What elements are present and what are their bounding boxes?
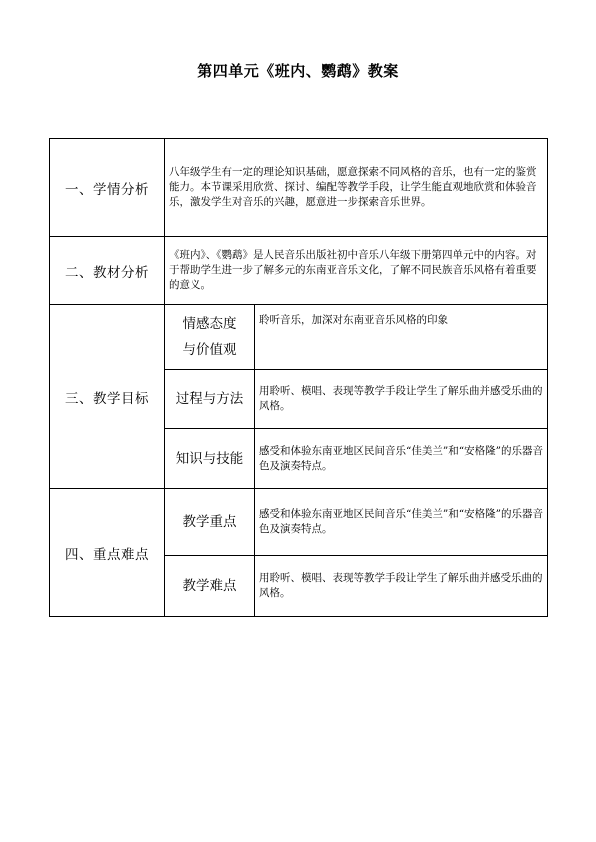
goal-label-line: 与价值观 — [182, 342, 237, 358]
difficult-point-label: 教学难点 — [165, 556, 255, 617]
key-point-label: 教学重点 — [165, 489, 255, 556]
table-row — [50, 305, 548, 370]
goal-label-knowledge-skills: 知识与技能 — [165, 429, 255, 489]
goal-label-process-method: 过程与方法 — [165, 370, 255, 429]
goal-content-process-method: 用聆听、模唱、表现等教学手段让学生了解乐曲并感受乐曲的风格。 — [255, 370, 548, 429]
section-label-teaching-goals: 三、教学目标 — [50, 305, 165, 489]
goal-content-attitude-values: 聆听音乐，加深对东南亚音乐风格的印象 — [255, 305, 548, 370]
table-row — [50, 237, 548, 305]
lesson-plan-table — [49, 138, 548, 617]
key-point-content: 感受和体验东南亚地区民间音乐“佳美兰”和“安格隆”的乐器音色及演奏特点。 — [255, 489, 548, 556]
goal-label-attitude-values — [165, 305, 255, 370]
page-title: 第四单元《班内、鹦鹉》教案 — [197, 62, 399, 80]
difficult-point-content: 用聆听、模唱、表现等教学手段让学生了解乐曲并感受乐曲的风格。 — [255, 556, 548, 617]
section-content-learner-analysis: 八年级学生有一定的理论知识基础，愿意探索不同风格的音乐，也有一定的鉴赏能力。本节课采用欣赏、探讨、编配等教学手段，让学生能直观地欣赏和体验音乐，激发学生对音乐的兴趣，愿意进一步探索音乐世界。 — [165, 139, 548, 237]
table-row — [50, 489, 548, 556]
table-row — [50, 139, 548, 237]
goal-label-line: 情感态度 — [182, 316, 237, 332]
section-content-material-analysis: 《班内》、《鹦鹉》是人民音乐出版社初中音乐八年级下册第四单元中的内容。对于帮助学生进一步了解多元的东南亚音乐文化，了解不同民族音乐风格有着重要的意义。 — [165, 237, 548, 305]
goal-content-knowledge-skills: 感受和体验东南亚地区民间音乐“佳美兰”和“安格隆”的乐器音色及演奏特点。 — [255, 429, 548, 489]
section-label-learner-analysis: 一、学情分析 — [50, 139, 165, 237]
section-label-material-analysis: 二、教材分析 — [50, 237, 165, 305]
section-label-key-difficult: 四、重点难点 — [50, 489, 165, 617]
